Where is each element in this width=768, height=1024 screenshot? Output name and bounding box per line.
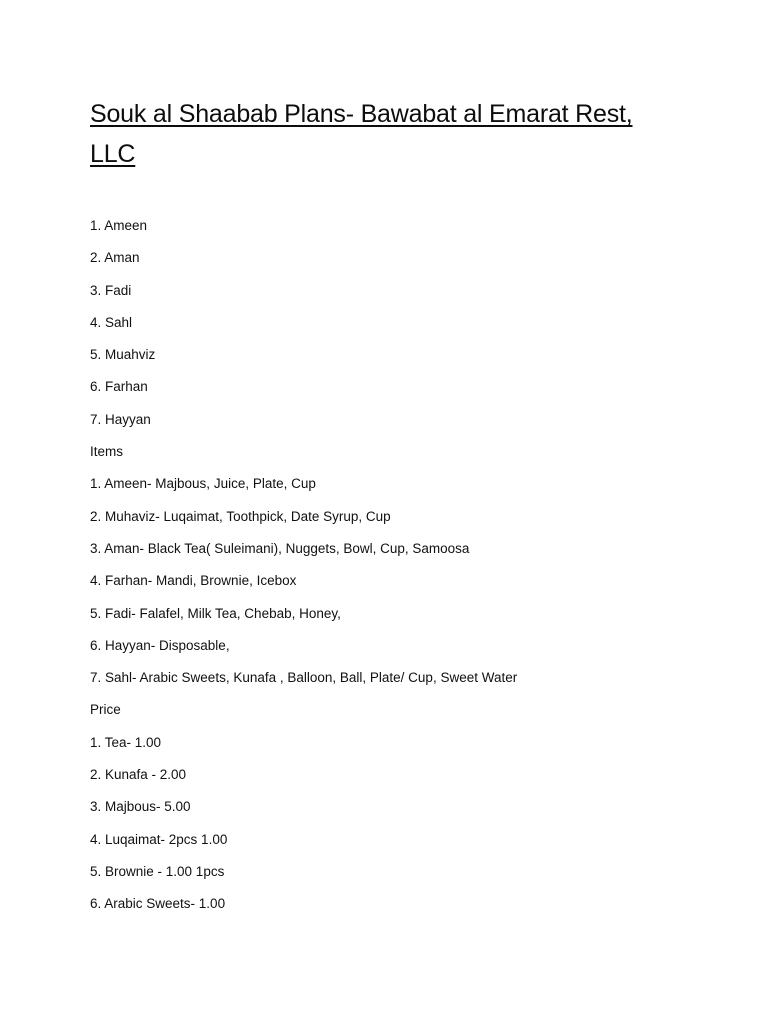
member-line: 1. Ameen <box>90 218 148 233</box>
member-line: 7. Hayyan <box>90 411 151 427</box>
item-line: 7. Sahl- Arabic Sweets, Kunafa , Balloon, Ball, Plate/ Cup, Sweet Water <box>90 670 518 686</box>
price-line: 3. Majbous- 5.00 <box>90 799 191 815</box>
item-line: 4. Farhan- Mandi, Brownie, Icebox <box>90 573 297 589</box>
member-line: 5. Muahviz <box>90 347 156 363</box>
document-body <box>90 216 517 927</box>
section-heading-items: Items <box>90 444 124 460</box>
member-line: 3. Fadi <box>90 282 132 298</box>
price-line: 5. Brownie - 1.00 1pcs <box>90 863 225 879</box>
member-line: 2. Aman <box>90 250 140 266</box>
member-line: 4. Sahl <box>90 314 133 330</box>
document-title: Souk al Shaabab Plans- Bawabat al Emarat Rest, LLC <box>90 100 633 168</box>
price-line: 4. Luqaimat- 2pcs 1.00 <box>90 831 228 847</box>
item-line: 6. Hayyan- Disposable, <box>90 637 230 653</box>
item-line: 5. Fadi- Falafel, Milk Tea, Chebab, Honey, <box>90 605 341 621</box>
member-line: 6. Farhan <box>90 379 148 395</box>
section-heading-price: Price <box>90 702 121 718</box>
price-line: 2. Kunafa - 2.00 <box>90 767 187 783</box>
item-line: 1. Ameen- Majbous, Juice, Plate, Cup <box>90 476 316 492</box>
price-line: 1. Tea- 1.00 <box>90 734 162 750</box>
price-line: 6. Arabic Sweets- 1.00 <box>90 896 226 912</box>
item-line: 3. Aman- Black Tea( Suleimani), Nuggets, Bowl, Cup, Samoosa <box>90 540 470 556</box>
item-line: 2. Muhaviz- Luqaimat, Toothpick, Date Syrup, Cup <box>90 508 391 524</box>
